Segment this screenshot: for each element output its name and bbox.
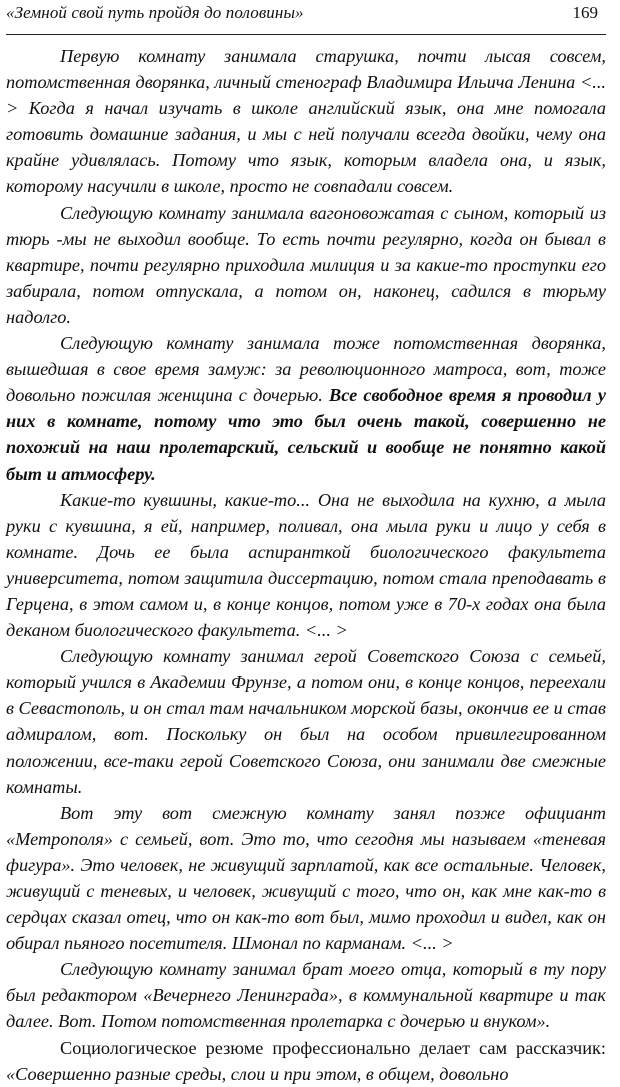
page-number: 169	[572, 3, 598, 22]
running-head	[6, 0, 606, 35]
paragraph-3-text: Следующую комнату занимала тоже потомственная дворянка, вышедшая в свое время замуж: за революционного матроса, вот, тоже довольно пожилая женщина с дочерью.	[6, 333, 606, 406]
paragraph-8-text: Социологическое резюме профессионально делает сам рассказчик:	[60, 1037, 606, 1058]
paragraph-8	[6, 1035, 606, 1087]
paragraph-8-quote: «Совершенно разные среды, слои и при этом, в общем, довольно	[6, 1063, 509, 1084]
paragraph-1: Первую комнату занимала старушка, почти лысая совсем, потомственная дворянка, личный стенограф Владимира Ильича Ленина <... > Когда я начал изучать в школе английский язык, она мне помогала готовить домашние задания, и мы с ней получали всегда двойки, чему она крайне удивлялась. Потому что язык, которым владела она, и язык, которому насучили в школе, просто не совпадали совсем.	[6, 46, 606, 197]
paragraph-3-bold-text: Все свободное время я проводил у них в комнате, потому что это был очень такой, совершенно не похожий на наш пролетарский, сельский и вообще не понятно какой быт и атмосферу.	[6, 385, 606, 484]
paragraph-7: Следующую комнату занимал брат моего отца, который в ту пору был редактором «Вечернего Ленинграда», в коммунальной квартире и так далее. Вот. Потом потомственная пролетарка с дочерью и внуком».	[6, 959, 606, 1032]
paragraph-6: Вот эту вот смежную комнату занял позже официант «Метрополя» с семьей, вот. Это то, что сегодня мы называем «теневая фигура». Это человек, не живущий зарплатой, как все остальные. Человек, живущий с теневых, и человек, живущий с того, что он, как мне как-то в сердцах сказал отец, что он как-то вот был, мимо проходил и видел, как он обирал пьяного посетителя. Шмонал по карманам. <... >	[6, 802, 606, 954]
paragraph-4: Какие-то кувшины, какие-то... Она не выходила на кухню, а мыла руки с кувшина, я ей, например, поливал, она мыла руки и лицо у себя в комнате. Дочь ее была аспиранткой биологического факультета университета, потом защитила диссертацию, потом стала преподавать в Герцена, в этом самом и, в конце концов, потом уже в 70-х годах она была деканом биологического факультета. <... >	[6, 489, 606, 641]
body-text	[6, 43, 606, 1087]
paragraph-3	[6, 330, 606, 487]
running-title: «Земной свой путь пройдя до половины»	[6, 3, 304, 22]
paragraph-2: Следующую комнату занимала вагоновожатая с сыном, который из тюрь -мы не выходил вообще. То есть почти регулярно, когда он бывал в квартире, почти регулярно приходила милиция и за какие-то проступки его забирала, потом отпускала, а потом он, наконец, садился в тюрьму надолго.	[6, 202, 606, 327]
paragraph-5: Следующую комнату занимал герой Советского Союза с семьей, который учился в Академии Фрунзе, а потом они, в конце концов, переехали в Севастополь, и он стал там начальником морской базы, окончив ее и став адмиралом, вот. Поскольку он был на особом привилегированном положении, все-таки герой Советского Союза, они занимали две смежные комнаты.	[6, 646, 606, 797]
